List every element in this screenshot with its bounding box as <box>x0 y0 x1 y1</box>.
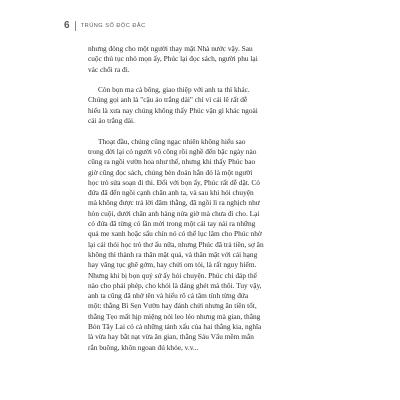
text-line: rắn buông, khôn ngoan đú khỏe, v.v... <box>88 342 199 352</box>
text-line: Nhưng khi bị bọn quỷ sứ ấy hỏi chuyện. Phúc chỉ đáp thế <box>88 270 257 280</box>
text-line: hòn cuội, dưới chân anh hàng nửa giờ mà chưa đi cho. Lại <box>88 208 260 218</box>
paragraph <box>88 137 320 353</box>
text-line: có đứa đã từng có lần mời trong một cái tay nải ra những <box>88 219 256 229</box>
text-line: là vừa hay bắt nạt vừa ăn gian, thằng Sáu Vẩu mềm mắn <box>88 332 254 342</box>
text-line: hiểu là xưa nay chúng không thấy Phúc vận gì khác ngoài <box>88 105 258 115</box>
text-line: đứa đã đến ngồi cạnh chăn anh ta, và sau khi hỏi chuyện <box>88 188 254 198</box>
text-line: cũng ra ngồi vườn hoa như thế, nhưng khi thấy Phúc bao <box>88 157 256 167</box>
text-line: cuộc thủ tục nhỏ mọn ấy, Phúc lại đọc sách, người phu lại <box>88 54 258 64</box>
text-line: hay văng tục ghê gớm, hay chửi om tỏi, là rất nguy hiểm. <box>88 260 257 270</box>
text-line: Thoạt đầu, chúng cũng ngạc nhiên không hiểu sao <box>98 136 246 146</box>
text-line: Còn bọn ma cà bông, giao thiệp với anh ta thì khác. <box>98 85 250 95</box>
text-line: một: thằng Bì Sẹn Vườn hay đánh chửi nhưng ăn tiền tốt, <box>88 301 257 311</box>
paragraph <box>88 44 320 75</box>
page-header <box>64 20 146 31</box>
text-line: nào cho phải phép, cho khỏi là đáng ghét mà thôi. Tuy vậy, <box>88 280 262 290</box>
text-line: anh ta cũng đã nhớ tên và hiểu rõ cá tâm tính từng đứa <box>88 291 249 301</box>
text-line: lại cái thói học trò thơ ấu nữa, nhưng Phúc đã trả tiền, sợ ăn <box>88 239 264 249</box>
header-divider <box>75 21 76 31</box>
text-line: cái áo trắng dài. <box>88 116 135 126</box>
text-line: Bỏn Tây Lai có cả những tánh xấu của hai thằng kia, nghĩa <box>88 322 262 332</box>
body-text <box>88 44 320 353</box>
text-line: quả me xanh hoặc sấu chín nó có thể lục lâm cho Phúc nhờ <box>88 229 262 239</box>
text-line: thằng Tẹo mất hịp miệng nói leo léo nhưng mà gian, thằng <box>88 311 261 321</box>
text-line: không thì thành ra thân mật quá, và thân mật với cái hạng <box>88 249 258 259</box>
page-number: 6 <box>64 20 70 31</box>
text-line: giờ cũng đọc sách, chúng bèn đoán hắn đó là một người <box>88 167 253 177</box>
text-line: Chúng gọi anh là "cậu áo trắng dài" chỉ vì cái lẽ rất dễ <box>88 95 248 105</box>
text-line: trong đời lại có người vô công rồi nghề đến bậc ngày nào <box>88 146 257 156</box>
text-line: nhưng đóng cho một người thay mặt Nhà nước vậy. Sau <box>88 44 253 53</box>
text-line: vác chổi ra đi. <box>88 64 130 74</box>
text-line: học trò sửa soạn đi thi. Đối với bọn ấy, Phúc rất dễ dật. Có <box>88 177 260 187</box>
paragraph <box>88 85 320 126</box>
text-line: mà không được trả lời đâm thằng, đã ngồi lì ra nghịch như <box>88 198 260 208</box>
running-title: TRÚNG SỐ ĐỘC ĐẮC <box>80 22 146 29</box>
